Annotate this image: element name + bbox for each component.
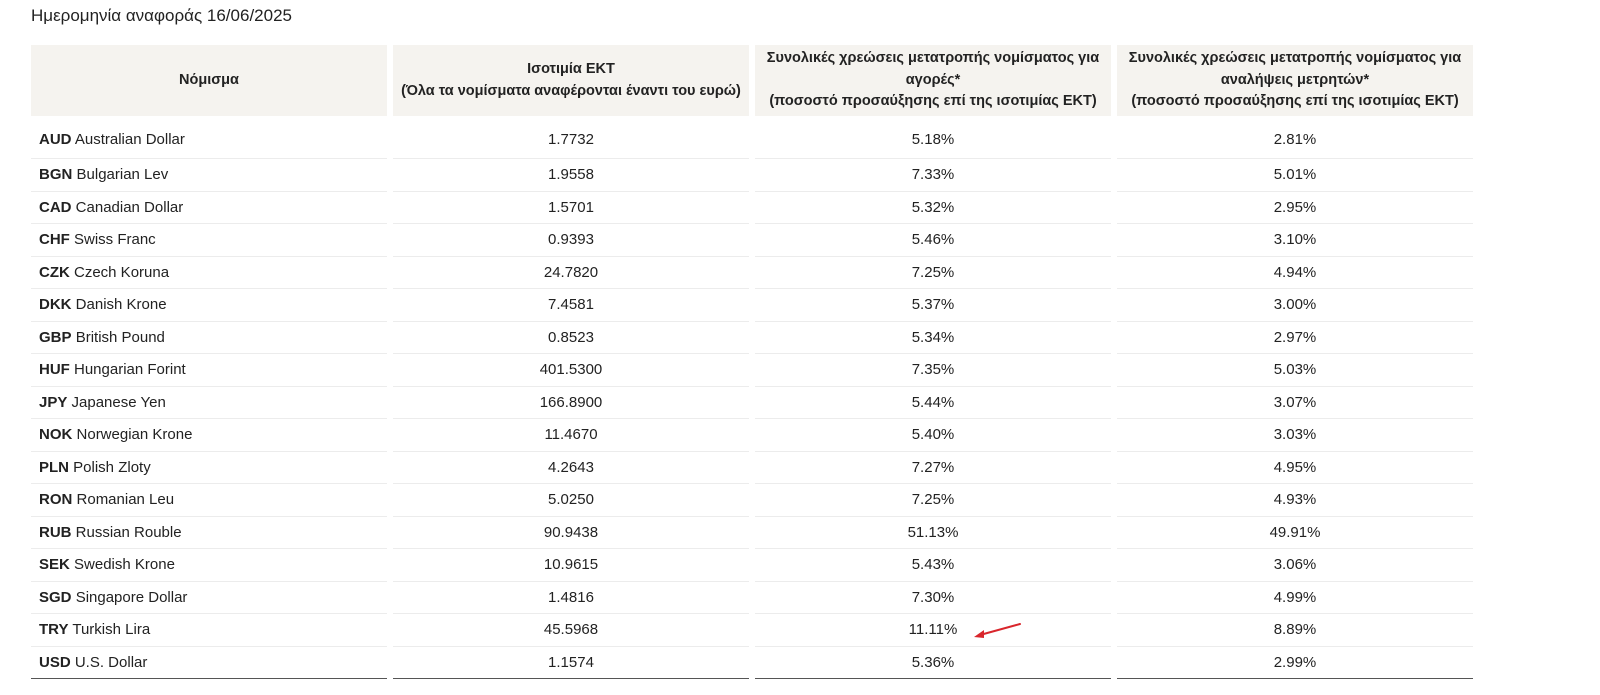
currency-cell <box>31 452 387 485</box>
currency-code: BGN <box>39 166 73 184</box>
header-purchase-subtitle: (ποσοστό προσαύξησης επί της ισοτιμίας ΕΚΤ) <box>769 93 1097 110</box>
currency-code: CAD <box>39 198 72 216</box>
currency-cell <box>31 192 387 225</box>
currency-code: NOK <box>39 426 73 444</box>
currency-cell <box>31 322 387 355</box>
ecb-rate-cell: 1.1574 <box>393 647 749 680</box>
currency-rates-table <box>25 45 1479 679</box>
table-row <box>31 452 1473 485</box>
cash-charge-cell: 3.06% <box>1117 549 1473 582</box>
cash-charge-cell: 2.81% <box>1117 116 1473 159</box>
ecb-rate-cell: 4.2643 <box>393 452 749 485</box>
currency-name: British Pound <box>75 328 165 346</box>
currency-cell <box>31 257 387 290</box>
table-row <box>31 484 1473 517</box>
currency-code: DKK <box>39 296 72 314</box>
header-ecb-rate-title: Ισοτιμία ΕΚΤ <box>527 61 615 77</box>
currency-code: USD <box>39 653 71 671</box>
currency-name: Russian Rouble <box>75 523 182 541</box>
header-purchase-title: Συνολικές χρεώσεις μετατροπής νομίσματος για αγορές* <box>766 50 1100 88</box>
cash-charge-cell: 2.95% <box>1117 192 1473 225</box>
ecb-rate-cell: 166.8900 <box>393 387 749 420</box>
currency-code: HUF <box>39 361 70 379</box>
currency-name: Danish Krone <box>75 296 167 314</box>
header-currency <box>31 45 387 116</box>
cash-charge-cell: 3.10% <box>1117 224 1473 257</box>
ecb-rate-cell: 1.7732 <box>393 116 749 159</box>
currency-cell <box>31 419 387 452</box>
red-arrow-icon <box>970 620 1025 642</box>
purchase-charge-cell: 5.40% <box>755 419 1111 452</box>
ecb-rate-cell: 1.4816 <box>393 582 749 615</box>
purchase-charge-cell: 5.46% <box>755 224 1111 257</box>
table-row <box>31 322 1473 355</box>
table-body <box>31 116 1473 679</box>
table-header <box>31 45 1473 116</box>
ecb-rate-cell: 45.5968 <box>393 614 749 647</box>
currency-code: CZK <box>39 263 70 281</box>
purchase-charge-cell: 5.34% <box>755 322 1111 355</box>
currency-cell <box>31 387 387 420</box>
currency-code: RON <box>39 491 73 509</box>
currency-cell <box>31 484 387 517</box>
header-currency-label: Νόμισμα <box>179 71 239 88</box>
table-row <box>31 549 1473 582</box>
purchase-charge-cell: 5.43% <box>755 549 1111 582</box>
header-purchase-charges <box>755 45 1111 116</box>
header-cash-title: Συνολικές χρεώσεις μετατροπής νομίσματος για αναλήψεις μετρητών* <box>1128 50 1462 88</box>
purchase-charge-cell: 7.25% <box>755 257 1111 290</box>
table-row <box>31 419 1473 452</box>
ecb-rate-cell: 401.5300 <box>393 354 749 387</box>
cash-charge-cell: 3.00% <box>1117 289 1473 322</box>
currency-cell <box>31 517 387 550</box>
cash-charge-cell: 4.94% <box>1117 257 1473 290</box>
table-row <box>31 257 1473 290</box>
cash-charge-cell: 2.97% <box>1117 322 1473 355</box>
ecb-rate-cell: 7.4581 <box>393 289 749 322</box>
currency-name: Romanian Leu <box>76 491 175 509</box>
purchase-charge-cell: 7.30% <box>755 582 1111 615</box>
purchase-charge-cell: 5.36% <box>755 647 1111 680</box>
table-row <box>31 614 1473 647</box>
currency-cell <box>31 224 387 257</box>
currency-code: RUB <box>39 523 72 541</box>
currency-name: Canadian Dollar <box>75 198 184 216</box>
purchase-charge-cell: 5.18% <box>755 116 1111 159</box>
currency-cell <box>31 116 387 159</box>
header-ecb-rate <box>393 45 749 116</box>
currency-code: SEK <box>39 556 70 574</box>
ecb-rate-cell: 1.9558 <box>393 159 749 192</box>
ecb-rate-cell: 0.9393 <box>393 224 749 257</box>
currency-name: Norwegian Krone <box>76 426 193 444</box>
ecb-rate-cell: 10.9615 <box>393 549 749 582</box>
currency-cell <box>31 354 387 387</box>
currency-code: CHF <box>39 231 70 249</box>
ecb-rate-cell: 5.0250 <box>393 484 749 517</box>
purchase-charge-cell: 7.25% <box>755 484 1111 517</box>
table-row <box>31 159 1473 192</box>
purchase-charge-cell: 7.35% <box>755 354 1111 387</box>
currency-name: Czech Koruna <box>74 263 170 281</box>
currency-name: Hungarian Forint <box>74 361 186 379</box>
currency-code: PLN <box>39 458 69 476</box>
currency-name: Australian Dollar <box>74 130 185 148</box>
currency-code: GBP <box>39 328 72 346</box>
cash-charge-cell: 8.89% <box>1117 614 1473 647</box>
cash-charge-cell: 4.95% <box>1117 452 1473 485</box>
purchase-charge-cell: 5.44% <box>755 387 1111 420</box>
currency-name: Swedish Krone <box>74 556 175 574</box>
currency-name: Swiss Franc <box>74 231 156 249</box>
table-row <box>31 387 1473 420</box>
currency-cell <box>31 614 387 647</box>
header-cash-subtitle: (ποσοστό προσαύξησης επί της ισοτιμίας ΕΚΤ) <box>1131 93 1459 110</box>
currency-name: U.S. Dollar <box>74 653 148 671</box>
purchase-charge-cell: 7.33% <box>755 159 1111 192</box>
cash-charge-cell: 5.01% <box>1117 159 1473 192</box>
table-row <box>31 192 1473 225</box>
table-row <box>31 289 1473 322</box>
cash-charge-cell: 3.07% <box>1117 387 1473 420</box>
currency-name: Turkish Lira <box>72 621 151 639</box>
currency-name: Singapore Dollar <box>75 588 188 606</box>
header-cash-charges <box>1117 45 1473 116</box>
ecb-rate-cell: 1.5701 <box>393 192 749 225</box>
header-row <box>31 45 1473 116</box>
purchase-charge-cell: 11.11% <box>755 614 1111 647</box>
currency-cell <box>31 647 387 680</box>
purchase-charge-cell: 5.32% <box>755 192 1111 225</box>
currency-cell <box>31 582 387 615</box>
currency-code: JPY <box>39 393 68 411</box>
purchase-charge-cell: 51.13% <box>755 517 1111 550</box>
cash-charge-cell: 49.91% <box>1117 517 1473 550</box>
cash-charge-cell: 3.03% <box>1117 419 1473 452</box>
table-row <box>31 582 1473 615</box>
table-row <box>31 517 1473 550</box>
header-ecb-rate-subtitle: (Όλα τα νομίσματα αναφέρονται έναντι του ευρώ) <box>401 82 741 99</box>
cash-charge-cell: 4.99% <box>1117 582 1473 615</box>
purchase-charge-cell: 7.27% <box>755 452 1111 485</box>
cash-charge-cell: 4.93% <box>1117 484 1473 517</box>
currency-code: AUD <box>39 130 72 148</box>
currency-code: TRY <box>39 621 69 639</box>
reference-date: Ημερομηνία αναφοράς 16/06/2025 <box>31 6 292 25</box>
table-row <box>31 224 1473 257</box>
ecb-rate-cell: 90.9438 <box>393 517 749 550</box>
currency-cell <box>31 159 387 192</box>
currency-cell <box>31 549 387 582</box>
table-row <box>31 647 1473 680</box>
currency-name: Polish Zloty <box>73 458 151 476</box>
table-row <box>31 354 1473 387</box>
currency-code: SGD <box>39 588 72 606</box>
purchase-charge-cell: 5.37% <box>755 289 1111 322</box>
cash-charge-cell: 2.99% <box>1117 647 1473 680</box>
ecb-rate-cell: 11.4670 <box>393 419 749 452</box>
ecb-rate-cell: 0.8523 <box>393 322 749 355</box>
table-row <box>31 116 1473 159</box>
currency-name: Japanese Yen <box>71 393 166 411</box>
currency-name: Bulgarian Lev <box>76 166 169 184</box>
currency-cell <box>31 289 387 322</box>
cash-charge-cell: 5.03% <box>1117 354 1473 387</box>
ecb-rate-cell: 24.7820 <box>393 257 749 290</box>
